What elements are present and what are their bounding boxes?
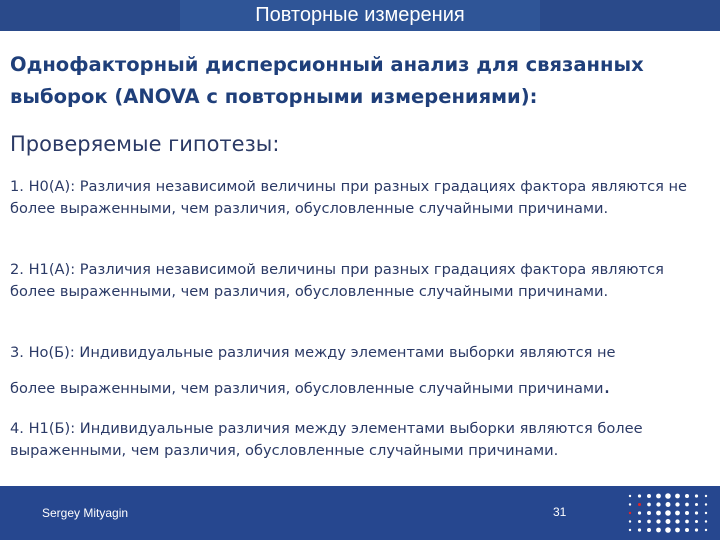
- logo-dot: [675, 502, 679, 506]
- logo-dot: [638, 520, 641, 523]
- logo-dot: [638, 503, 641, 506]
- logo-dot: [695, 528, 698, 531]
- logo-dot: [705, 503, 707, 505]
- slide-title: Повторные измерения: [180, 0, 540, 31]
- logo-dot: [685, 511, 689, 515]
- logo-dot: [675, 494, 680, 499]
- logo-dot: [647, 503, 651, 507]
- heading-line-1: Однофакторный дисперсионный анализ для связанных: [10, 53, 644, 76]
- logo-dot: [638, 511, 641, 514]
- logo-dot: [629, 495, 631, 497]
- logo-dot: [675, 519, 679, 523]
- logo-dot: [647, 528, 651, 532]
- hypothesis-3-line-2-text: более выраженными, чем различия, обусловленные случайными причинами: [10, 379, 604, 397]
- footer-author: Sergey Mityagin: [42, 506, 129, 520]
- logo-dot: [666, 519, 671, 524]
- hypothesis-3: [10, 342, 700, 399]
- logo-dot: [705, 495, 707, 497]
- logo-dot: [695, 520, 698, 523]
- logo-dot: [685, 503, 689, 507]
- logo-dot: [647, 511, 651, 515]
- logo-dot: [647, 494, 651, 498]
- hypothesis-3-period: .: [603, 373, 611, 399]
- logo-dot: [695, 503, 698, 506]
- logo-dot: [665, 493, 671, 499]
- hypotheses-subheading: Проверяемые гипотезы:: [10, 132, 280, 156]
- logo-dot: [666, 502, 671, 507]
- logo-dot: [675, 511, 680, 516]
- hypothesis-3-line-2: [10, 373, 700, 400]
- logo-dot: [656, 494, 661, 499]
- logo-dot: [705, 520, 707, 522]
- hypothesis-1: 1. H0(A): Различия независимой величины при разных градациях фактора являются не более выраженными, чем различия, обусловленные случайными причинами.: [10, 178, 688, 217]
- logo-dot: [705, 529, 707, 531]
- dot-matrix-logo-icon: [624, 491, 716, 535]
- logo-dot: [656, 528, 661, 533]
- logo-dot: [629, 520, 631, 522]
- logo-dot: [647, 520, 651, 524]
- logo-dot: [656, 511, 661, 516]
- footer-bar: [0, 486, 720, 540]
- logo-dot: [629, 529, 631, 531]
- logo-dot: [629, 512, 631, 514]
- header-bar: [0, 0, 720, 31]
- logo-dot: [656, 502, 660, 506]
- page-number: 31: [553, 505, 567, 519]
- heading-line-2: выборок (ANOVA с повторными измерениями):: [10, 85, 538, 108]
- logo-dot: [685, 520, 689, 524]
- hypothesis-2: 2. H1(A): Различия независимой величины при разных градациях фактора являются более выраженными, чем различия, обусловленные случайными причинами.: [10, 261, 664, 300]
- logo-dot: [695, 511, 698, 514]
- logo-dot: [638, 528, 641, 531]
- logo-dot: [656, 519, 660, 523]
- logo-dot: [665, 527, 671, 533]
- logo-dot: [665, 510, 671, 516]
- logo-dot: [675, 528, 680, 533]
- hypothesis-3-line-1: 3. Ho(Б): Индивидуальные различия между элементами выборки являются не: [10, 344, 616, 361]
- logo-dot: [685, 494, 689, 498]
- slide-heading: [10, 49, 710, 113]
- logo-dot: [685, 528, 689, 532]
- hypothesis-4: 4. H1(Б): Индивидуальные различия между элементами выборки являются более выраженными, чем различия, обусловленные случайными причинами.: [10, 420, 643, 459]
- logo-dot: [629, 503, 631, 505]
- logo-dot: [705, 512, 707, 514]
- logo-dot: [638, 494, 641, 497]
- logo-dot: [695, 494, 698, 497]
